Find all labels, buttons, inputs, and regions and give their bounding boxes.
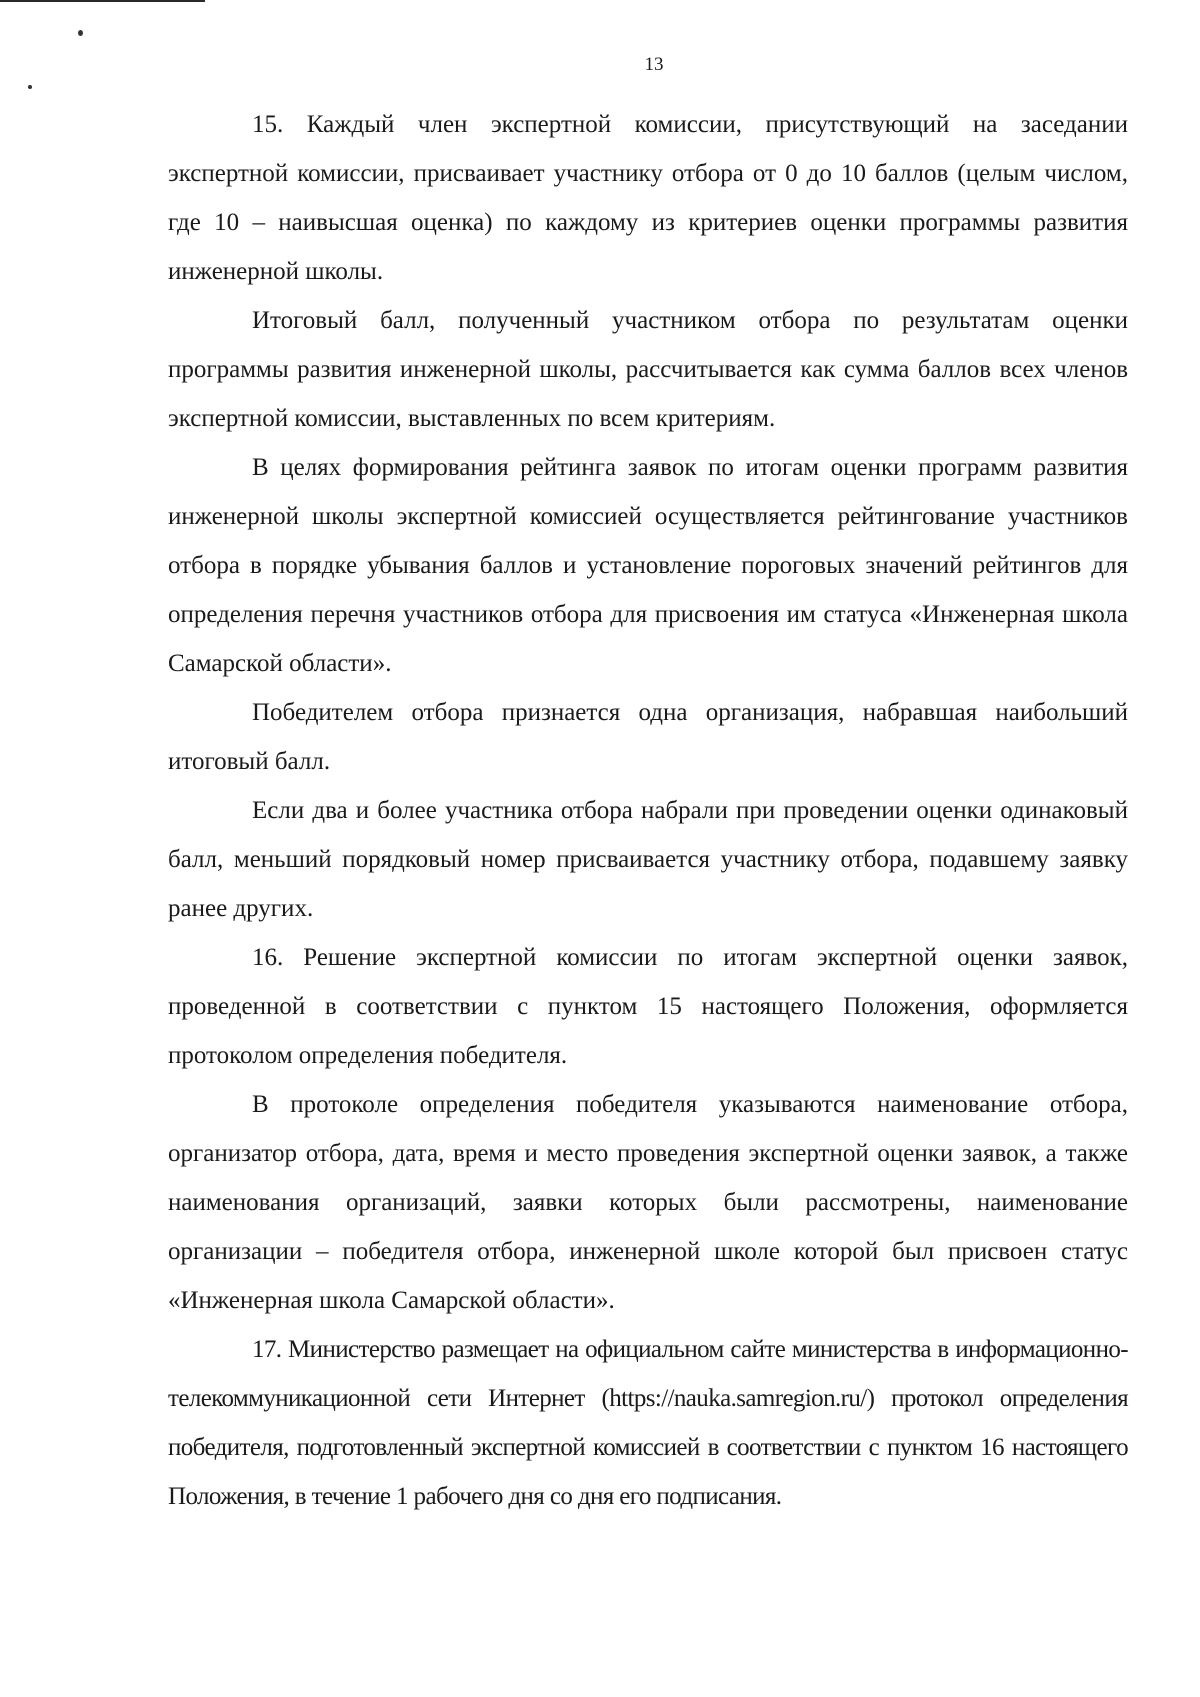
document-body <box>168 100 1128 1521</box>
scan-speck <box>78 30 83 36</box>
paragraph-tie: Если два и более участника отбора набрали при проведении оценки одинаковый балл, меньший порядковый номер присваивается участнику отбора, подавшему заявку ранее других. <box>168 797 1128 922</box>
paragraph-16: 16. Решение экспертной комиссии по итогам экспертной оценки заявок, проведенной в соответствии с пунктом 15 настоящего Положения, оформляется протоколом определения победителя. <box>168 944 1128 1069</box>
paragraph-protocol: В протоколе определения победителя указываются наименование отбора, организатор отбора, дата, время и место проведения экспертной оценки заявок, а также наименования организаций, заявки которых были рассмотрены, наименование организации – победителя отбора, инженерной школе которой был присвоен статус «Инженерная школа Самарской области». <box>168 1091 1128 1314</box>
scan-edge-line <box>0 0 205 2</box>
page-number: 13 <box>644 54 664 75</box>
paragraph-total-score: Итоговый балл, полученный участником отбора по результатам оценки программы развития инженерной школы, рассчитывается как сумма баллов всех членов экспертной комиссии, выставленных по всем критериям. <box>168 307 1128 432</box>
paragraph-15: 15. Каждый член экспертной комиссии, присутствующий на заседании экспертной комиссии, присваивает участнику отбора от 0 до 10 баллов (целым числом, где 10 – наивысшая оценка) по каждому из критериев оценки программы развития инженерной школы. <box>168 111 1128 285</box>
paragraph-rating: В целях формирования рейтинга заявок по итогам оценки программ развития инженерной школы экспертной комиссией осуществляется рейтингование участников отбора в порядке убывания баллов и установление пороговых значений рейтингов для определения перечня участников отбора для присвоения им статуса «Инженерная школа Самарской области». <box>168 454 1128 677</box>
paragraph-winner: Победителем отбора признается одна организация, набравшая наибольший итоговый балл. <box>168 699 1128 775</box>
scan-speck <box>28 85 32 89</box>
paragraph-17: 17. Министерство размещает на официальном сайте министерства в информационно-телекоммуникационной сети Интернет (https://nauka.samregion.ru/) протокол определения победителя, подготовленный экспертной комиссией в соответствии с пунктом 16 настоящего Положения, в течение 1 рабочего дня со дня его подписания. <box>168 1336 1128 1510</box>
